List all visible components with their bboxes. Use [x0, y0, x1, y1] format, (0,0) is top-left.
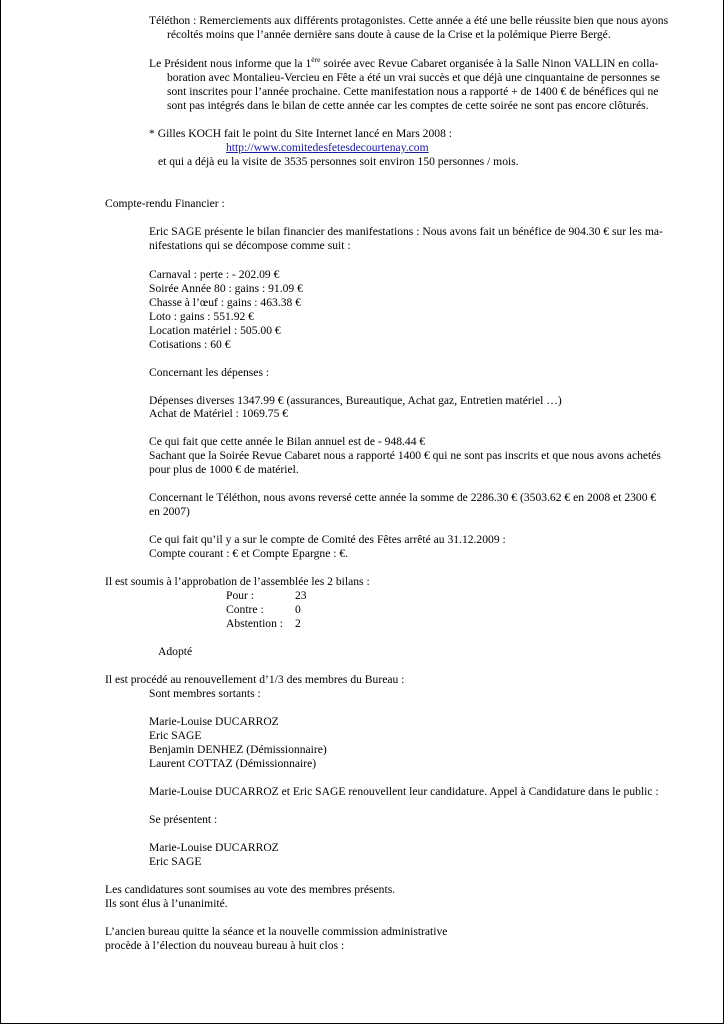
president-line-1-end: soirée avec Revue Cabaret organisée à la Salle Ninon VALLIN en colla- — [320, 57, 659, 70]
bilan-line-2: Sachant que la Soirée Revue Cabaret nous a rapporté 1400 € qui ne sont pas inscrits et que nous avons achetés — [149, 449, 661, 462]
site-link-row — [226, 141, 429, 155]
vote-value-pour: 23 — [295, 589, 307, 602]
compte-line-2: Compte courant : € et Compte Epargne : €. — [149, 547, 349, 560]
president-ordinal-suffix: ère — [311, 55, 321, 64]
renouvellement-intro: Il est procédé au renouvellement d’1/3 des membres du Bureau : — [105, 673, 405, 686]
finance-item: Chasse à l’œuf : gains : 463.38 € — [149, 296, 301, 309]
finance-item: Loto : gains : 551.92 € — [149, 310, 254, 323]
bilan-line-3: pour plus de 1000 € de matériel. — [149, 463, 299, 476]
president-line-2: boration avec Montalieu-Vercieu en Fête a été un vrai succès et que déjà une cinquantaine de personnes se — [167, 71, 660, 84]
finance-item: Soirée Année 80 : gains : 91.09 € — [149, 282, 303, 295]
vote-label-contre: Contre : — [226, 603, 264, 616]
finance-item: Location matériel : 505.00 € — [149, 324, 281, 337]
vote-label-abstention: Abstention : — [226, 617, 284, 630]
presente-item: Marie-Louise DUCARROZ — [149, 841, 279, 854]
presentent-heading: Se présentent : — [149, 813, 218, 826]
president-line-1-start: Le Président nous informe que la 1 — [149, 57, 312, 70]
depense-item: Dépenses diverses 1347.99 € (assurances, Bureautique, Achat gaz, Entretien matériel …) — [149, 394, 562, 407]
election-line-1: Les candidatures sont soumises au vote des membres présents. — [105, 883, 396, 896]
sortant-item: Laurent COTTAZ (Démissionnaire) — [149, 757, 317, 770]
sortant-item: Marie-Louise DUCARROZ — [149, 715, 279, 728]
telethon-line-2: récoltés moins que l’année dernière sans doute à cause de la Crise et la polémique Pierre Bergé. — [167, 28, 611, 41]
finance-item: Cotisations : 60 € — [149, 338, 231, 351]
election-line-4: procède à l’élection du nouveau bureau à huit clos : — [105, 939, 345, 952]
vote-intro: Il est soumis à l’approbation de l’assemblée les 2 bilans : — [105, 575, 370, 588]
election-line-2: Ils sont élus à l’unanimité. — [105, 897, 228, 910]
finance-item: Carnaval : perte : - 202.09 € — [149, 268, 280, 281]
president-line-3: sont inscrites pour l’année prochaine. Cette manifestation nous a rapporté + de 1400 € de bénéfices qui ne — [167, 85, 659, 98]
telethon-finance-line-2: en 2007) — [149, 505, 190, 518]
sortants-heading: Sont membres sortants : — [149, 687, 261, 700]
vote-value-contre: 0 — [295, 603, 301, 616]
vote-result: Adopté — [158, 645, 193, 658]
vote-label-pour: Pour : — [226, 589, 255, 602]
president-line-4: sont pas intégrés dans le bilan de cette année car les comptes de cette soirée ne sont pas encore clôturés. — [167, 99, 649, 112]
telethon-finance-line-1: Concernant le Téléthon, nous avons reversé cette année la somme de 2286.30 € (3503.62 € en 2008 et 2300 € — [149, 491, 657, 504]
site-line-3: et qui a déjà eu la visite de 3535 personnes soit environ 150 personnes / mois. — [158, 155, 519, 168]
sortant-item: Benjamin DENHEZ (Démissionnaire) — [149, 743, 327, 756]
depense-item: Achat de Matériel : 1069.75 € — [149, 407, 289, 420]
candidature-line: Marie-Louise DUCARROZ et Eric SAGE renouvellent leur candidature. Appel à Candidature dans le public : — [149, 785, 659, 798]
bilan-line-1: Ce qui fait que cette année le Bilan annuel est de - 948.44 € — [149, 435, 426, 448]
sortant-item: Eric SAGE — [149, 729, 202, 742]
president-line-1 — [149, 57, 658, 71]
finance-intro-line-2: nifestations qui se décompose comme suit : — [149, 239, 351, 252]
election-line-3: L’ancien bureau quitte la séance et la nouvelle commission administrative — [105, 925, 448, 938]
site-link[interactable]: http://www.comitedesfetesdecourtenay.com — [226, 141, 429, 154]
site-line-1: * Gilles KOCH fait le point du Site Internet lancé en Mars 2008 : — [149, 127, 452, 140]
page-border-left — [0, 0, 1, 1024]
finance-intro-line-1: Eric SAGE présente le bilan financier des manifestations : Nous avons fait un bénéfice de 904.30 € sur les ma- — [149, 225, 663, 238]
presente-item: Eric SAGE — [149, 855, 202, 868]
finance-heading: Compte-rendu Financier : — [105, 197, 225, 210]
telethon-line-1: Téléthon : Remerciements aux différents protagonistes. Cette année a été une belle réussite bien que nous ayons — [149, 14, 669, 27]
compte-line-1: Ce qui fait qu’il y a sur le compte de Comité des Fêtes arrêté au 31.12.2009 : — [149, 533, 506, 546]
vote-value-abstention: 2 — [295, 617, 301, 630]
depenses-heading: Concernant les dépenses : — [149, 366, 270, 379]
